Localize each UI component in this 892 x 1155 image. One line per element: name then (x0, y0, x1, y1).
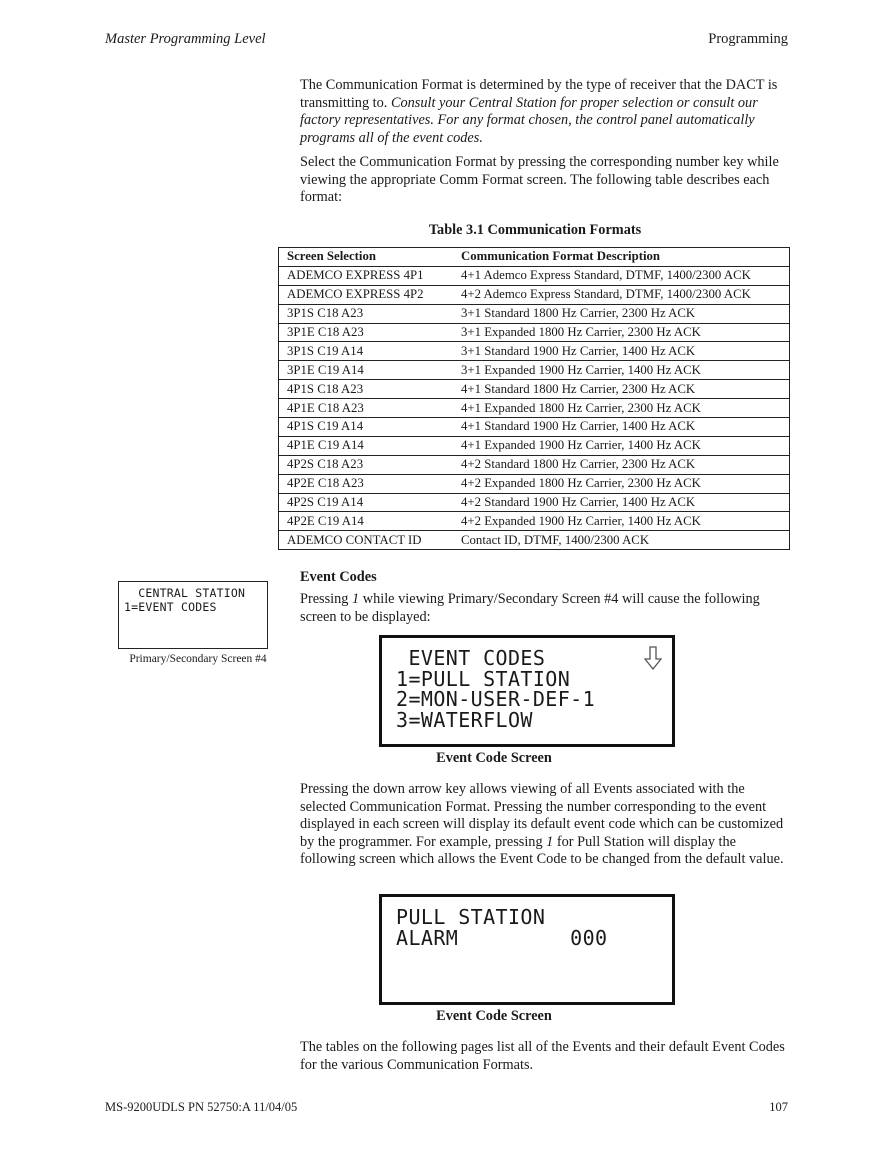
cell-format-description: 4+2 Expanded 1800 Hz Carrier, 2300 Hz ACK (453, 474, 790, 493)
footer-document-id: MS-9200UDLS PN 52750:A 11/04/05 (105, 1100, 298, 1114)
intro-paragraph (300, 77, 792, 147)
table-title: Table 3.1 Communication Formats (428, 222, 642, 238)
table-row (279, 380, 790, 399)
table-row (279, 323, 790, 342)
table-row (279, 399, 790, 418)
display-line: CENTRAL STATION (124, 586, 246, 600)
cell-format-description: 4+2 Ademco Express Standard, DTMF, 1400/2300 ACK (453, 285, 790, 304)
text-run: for Pull Station will display the following screen which allows the Event Code to be changed from the default value. (300, 833, 784, 868)
table-row (279, 474, 790, 493)
table-row (279, 285, 790, 304)
cell-format-description: 3+1 Expanded 1900 Hz Carrier, 1400 Hz ACK (453, 361, 790, 380)
event-codes-paragraph (300, 591, 792, 626)
page-number: 107 (769, 1100, 788, 1114)
cell-screen-selection: 3P1E C18 A23 (279, 323, 454, 342)
cell-screen-selection: 4P1S C19 A14 (279, 418, 454, 437)
table-row (279, 418, 790, 437)
cell-screen-selection: ADEMCO EXPRESS 4P1 (279, 266, 454, 285)
cell-screen-selection: ADEMCO CONTACT ID (279, 531, 454, 550)
cell-format-description: 4+1 Standard 1900 Hz Carrier, 1400 Hz ACK (453, 418, 790, 437)
table-row (279, 361, 790, 380)
display-line: 2=MON-USER-DEF-1 (396, 687, 596, 711)
display-line: 1=PULL STATION (396, 666, 571, 691)
cell-screen-selection: 4P2E C19 A14 (279, 512, 454, 531)
cell-format-description: 4+1 Standard 1800 Hz Carrier, 2300 Hz ACK (453, 380, 790, 399)
table-body (279, 266, 790, 549)
communication-formats-table (278, 247, 790, 550)
closing-paragraph: The tables on the following pages list all of the Events and their default Event Codes for the various Communication Formats. (300, 1039, 785, 1073)
table-row (279, 436, 790, 455)
cell-format-description: 4+1 Ademco Express Standard, DTMF, 1400/2300 ACK (453, 266, 790, 285)
display-line: PULL STATION (396, 905, 546, 929)
running-header-chapter: Programming (708, 31, 788, 47)
down-arrow-paragraph (300, 781, 792, 869)
table-row (279, 266, 790, 285)
cell-screen-selection: 4P1E C19 A14 (279, 436, 454, 455)
cell-screen-selection: 4P2E C18 A23 (279, 474, 454, 493)
cell-screen-selection: 4P2S C18 A23 (279, 455, 454, 474)
side-screen-caption: Primary/Secondary Screen #4 (129, 653, 267, 665)
event-code-screen-caption: Event Code Screen (436, 750, 552, 766)
text-run: Pressing the down arrow key allows viewing of all Events associated with the selected Communication Format. Pressing the number corresponding to the event displayed in each screen will display its default event code which can be customized by the programmer. For example, pressing (300, 781, 784, 850)
key-reference: 1 (546, 833, 554, 850)
table-row (279, 455, 790, 474)
pull-station-screen-caption: Event Code Screen (436, 1008, 552, 1024)
cell-screen-selection: 3P1E C19 A14 (279, 361, 454, 380)
display-line: 3=WATERFLOW (396, 707, 533, 732)
cell-format-description: Contact ID, DTMF, 1400/2300 ACK (453, 531, 790, 550)
cell-screen-selection: ADEMCO EXPRESS 4P2 (279, 285, 454, 304)
cell-screen-selection: 3P1S C19 A14 (279, 342, 454, 361)
display-line: ALARM 000 (396, 925, 608, 950)
cell-screen-selection: 4P2S C19 A14 (279, 493, 454, 512)
cell-screen-selection: 3P1S C18 A23 (279, 304, 454, 323)
cell-format-description: 4+2 Expanded 1900 Hz Carrier, 1400 Hz ACK (453, 512, 790, 531)
table-header-row (279, 248, 790, 267)
cell-format-description: 3+1 Standard 1900 Hz Carrier, 1400 Hz ACK (453, 342, 790, 361)
display-line: EVENT CODES (396, 646, 546, 670)
column-header-format-description: Communication Format Description (453, 248, 790, 267)
event-codes-heading: Event Codes (300, 569, 377, 585)
cell-format-description: 3+1 Expanded 1800 Hz Carrier, 2300 Hz ACK (453, 323, 790, 342)
cell-screen-selection: 4P1E C18 A23 (279, 399, 454, 418)
table-row (279, 531, 790, 550)
intro-plain-text: The Communication Format is determined by the type of receiver that the DACT is transmitting to. (300, 77, 778, 111)
key-reference: 1 (352, 591, 360, 607)
primary-secondary-screen-4-display (118, 581, 268, 649)
cell-format-description: 3+1 Standard 1800 Hz Carrier, 2300 Hz ACK (453, 304, 790, 323)
cell-format-description: 4+2 Standard 1900 Hz Carrier, 1400 Hz ACK (453, 493, 790, 512)
table-row (279, 304, 790, 323)
cell-format-description: 4+1 Expanded 1800 Hz Carrier, 2300 Hz ACK (453, 399, 790, 418)
cell-format-description: 4+2 Standard 1800 Hz Carrier, 2300 Hz ACK (453, 455, 790, 474)
down-arrow-icon (644, 646, 662, 670)
running-header-section: Master Programming Level (105, 31, 266, 47)
text-run: while viewing Primary/Secondary Screen #4 will cause the following screen to be displayed: (300, 591, 760, 625)
cell-screen-selection: 4P1S C18 A23 (279, 380, 454, 399)
table-row (279, 493, 790, 512)
intro-italic-text: Consult your Central Station for proper selection or consult our factory representatives. For any format chosen, the control panel automatically programs all of the event codes. (300, 94, 758, 146)
pull-station-screen-display (379, 894, 675, 1005)
select-format-paragraph: Select the Communication Format by pressing the corresponding number key while viewing the appropriate Comm Format screen. The following table describes each format: (300, 154, 779, 206)
text-run: Pressing (300, 591, 353, 607)
table-row (279, 342, 790, 361)
table-row (279, 512, 790, 531)
display-line: 1=EVENT CODES (124, 600, 217, 614)
column-header-screen-selection: Screen Selection (279, 248, 454, 267)
event-code-screen-display (379, 635, 675, 747)
cell-format-description: 4+1 Expanded 1900 Hz Carrier, 1400 Hz ACK (453, 436, 790, 455)
